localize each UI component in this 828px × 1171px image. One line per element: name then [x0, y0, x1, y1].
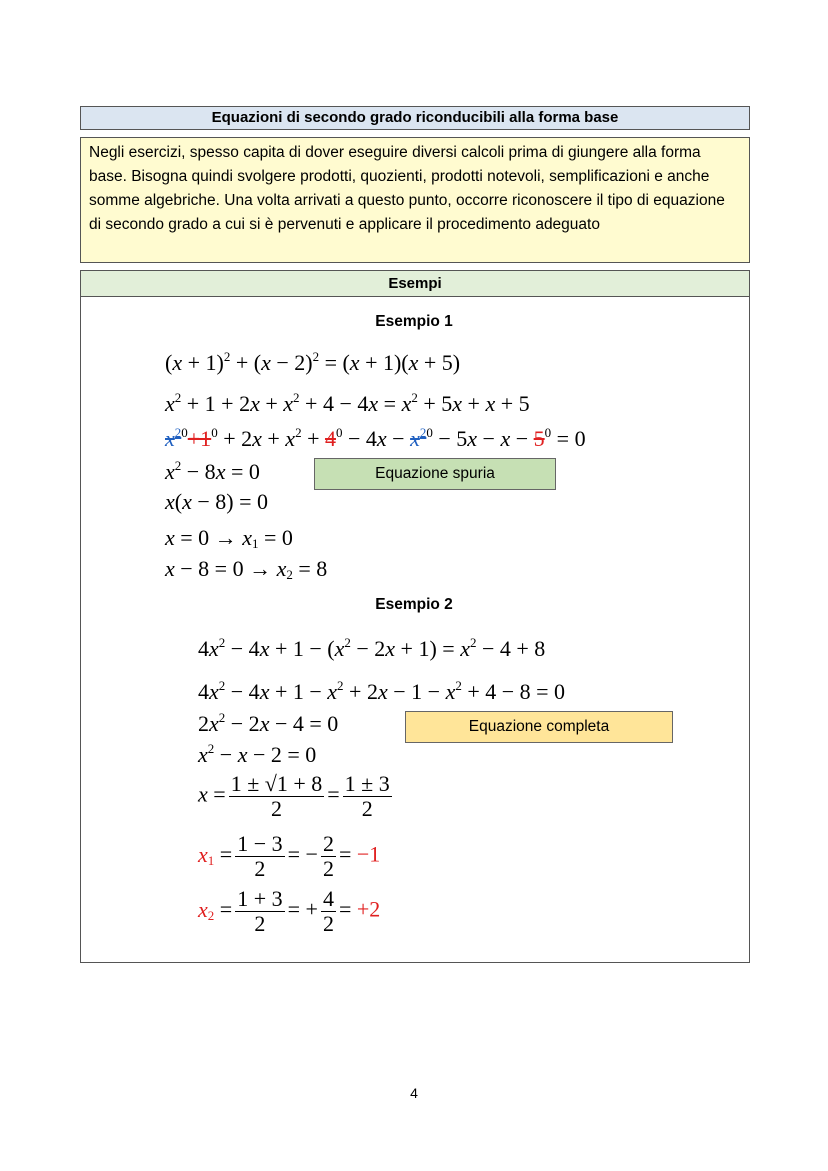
page-number: 4 — [410, 1085, 418, 1101]
cancelled-term: $x^2$ — [165, 425, 182, 451]
cancelled-term: $x^2$ — [410, 425, 427, 451]
cancelled-term: 4 — [324, 426, 336, 451]
example2-line-5: x = $\frac{1 \pm √1 + 8}{2}$ = $\frac{1 \pm 3}{2}$ — [198, 771, 390, 821]
example2-line-2: $4x^2 - 4x + 1 - x^2 + 2x - 1 - x^2 + 4 - 8 = 0$ — [198, 678, 566, 704]
example2-line-7: $x_2$ = $\frac{1 + 3}{2}$ = + $\frac{4}{2}$ = +2 — [198, 886, 381, 936]
example1-line-7: $x - 8 = 0 \to x_2 = 8$ — [165, 556, 328, 582]
example1-line-1: $(x + 1)^2 + (x - 2)^2 = (x + 1)(x + 5)$ — [165, 349, 461, 375]
example2-line-3: $2x^2 - 2x - 4 = 0$ — [198, 710, 339, 736]
example1-line-2: $x^2 + 1 + 2x + x^2 + 4 - 4x = x^2 + 5x + x + 5$ — [165, 390, 530, 416]
examples-header: Esempi — [81, 271, 749, 297]
equation-type-badge: Equazione spuria — [314, 458, 556, 490]
example1-line-6: $x = 0 \to x_1 = 0$ — [165, 525, 293, 551]
example1-line-4: $x^2 - 8x = 0$ — [165, 458, 260, 484]
section-title: Equazioni di secondo grado riconducibili alla forma base — [80, 106, 750, 130]
example1-title: Esempio 1 — [375, 313, 453, 330]
cancelled-term: 5 — [533, 426, 545, 451]
example2-title: Esempio 2 — [375, 596, 453, 613]
equation-type-badge: Equazione completa — [405, 711, 673, 743]
example1-line-5: x(x − 8) = 0 — [165, 489, 268, 514]
example2-line-1: $4x^2 - 4x + 1 - (x^2 - 2x + 1) = x^2 - 4 + 8$ — [198, 635, 546, 661]
intro-paragraph: Negli esercizi, spesso capita di dover eseguire diversi calcoli prima di giungere alla forma base. Bisogna quindi svolgere prodotti, quozienti, prodotti notevoli, semplificazioni e anche somme algebriche. Una volta arrivati a questo punto, occorre riconoscere il tipo di equazione di secondo grado a cui si è pervenuti e applicare il procedimento adeguato — [80, 137, 750, 263]
example2-line-4: $x^2 - x - 2 = 0$ — [198, 741, 317, 767]
example2-line-6: $x_1$ = $\frac{1 - 3}{2}$ = − $\frac{2}{2}$ = −1 — [198, 831, 381, 881]
cancelled-term: +1 — [187, 426, 212, 451]
example1-line-3: $x^{20}+1^0 + 2x + x^2 + 4^0 - 4x - x^{20} - 5x - x - 5^0 = 0$ — [165, 425, 586, 451]
